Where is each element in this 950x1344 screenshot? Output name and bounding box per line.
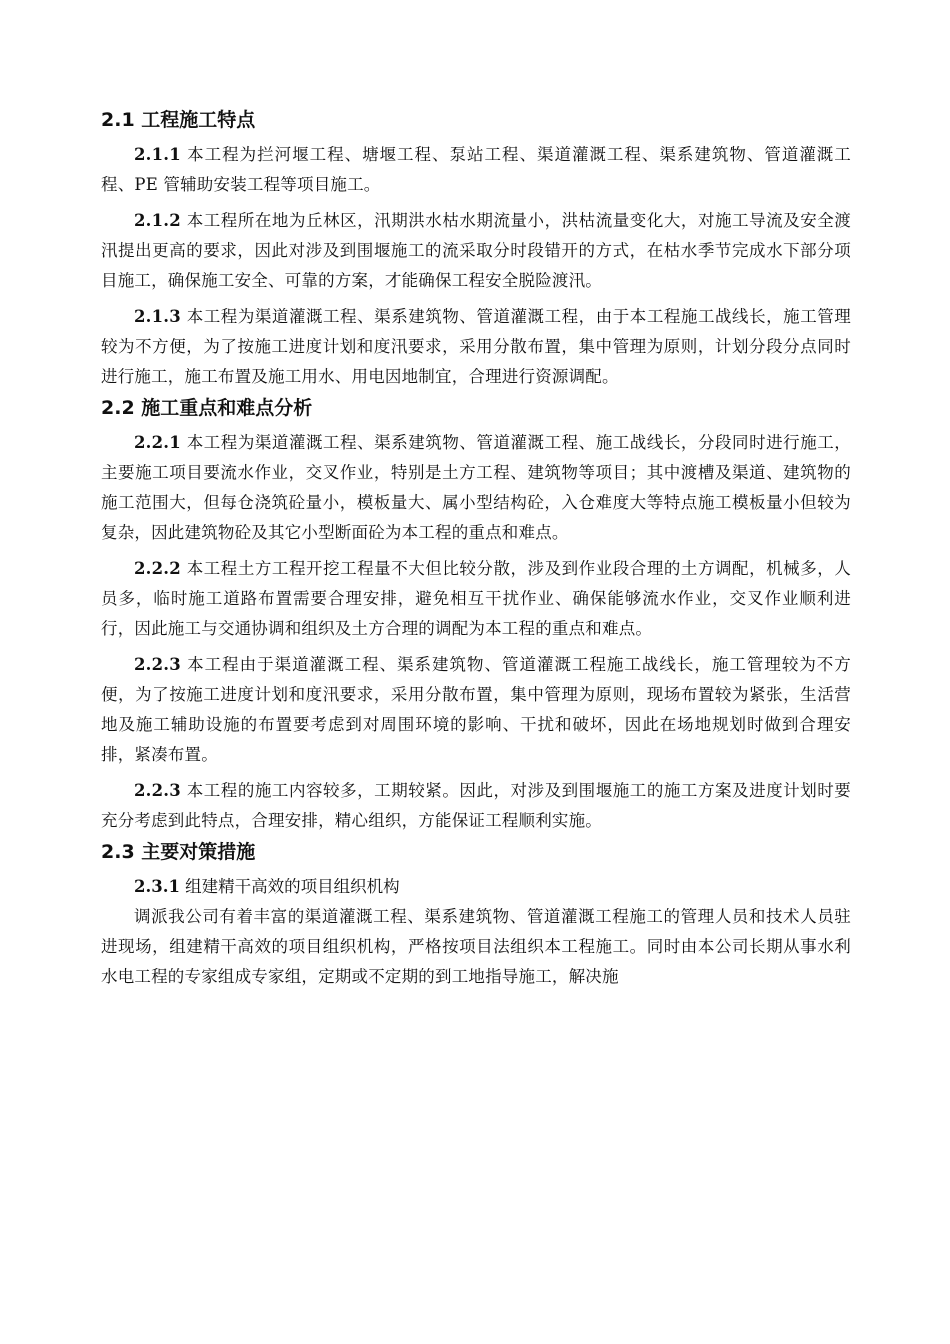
clause-number: 2.2.2 (134, 559, 181, 578)
clause-number: 2.1.1 (134, 145, 181, 164)
section-heading-2-2: 2.2 施工重点和难点分析 (101, 397, 313, 419)
paragraph-text: 本工程土方工程开挖工程量不大但比较分散，涉及到作业段合理的土方调配，机械多，人员多，临时施工道路布置需要合理安排，避免相互干扰作业、确保能够流水作业，交叉作业顺利进行，因此施工与交通协调和组织及土方合理的调配为本工程的重点和难点。 (101, 559, 851, 638)
paragraph-2-1-3 (101, 302, 851, 392)
paragraph-2-2-3b (101, 776, 851, 836)
paragraph-text: 本工程为渠道灌溉工程、渠系建筑物、管道灌溉工程、施工战线长，分段同时进行施工，主要施工项目要流水作业，交叉作业，特别是土方工程、建筑物等项目；其中渡槽及渠道、建筑物的施工范围大，但每仓浇筑砼量小，模板量大、属小型结构砼，入仓难度大等特点施工模板量小但较为复杂，因此建筑物砼及其它小型断面砼为本工程的重点和难点。 (101, 433, 851, 542)
paragraph-2-1-2 (101, 206, 851, 296)
clause-number: 2.1.3 (134, 307, 181, 326)
subheading-2-3-1 (101, 872, 851, 902)
clause-number: 2.2.3 (134, 781, 181, 800)
paragraph-text: 本工程的施工内容较多，工期较紧。因此，对涉及到围堰施工的施工方案及进度计划时要充分考虑到此特点，合理安排，精心组织，方能保证工程顺利实施。 (101, 781, 851, 830)
paragraph-text: 本工程为拦河堰工程、塘堰工程、泵站工程、渠道灌溉工程、渠系建筑物、管道灌溉工程、PE 管辅助安装工程等项目施工。 (101, 145, 851, 194)
clause-number: 2.2.1 (134, 433, 181, 452)
paragraph-text: 调派我公司有着丰富的渠道灌溉工程、渠系建筑物、管道灌溉工程施工的管理人员和技术人员驻进现场，组建精干高效的项目组织机构，严格按项目法组织本工程施工。同时由本公司长期从事水利水电工程的专家组成专家组，定期或不定期的到工地指导施工，解决施 (101, 907, 851, 986)
clause-number: 2.3.1 (134, 877, 180, 896)
paragraph-2-2-1 (101, 428, 851, 548)
paragraph-2-2-3 (101, 650, 851, 770)
section-heading-2-3: 2.3 主要对策措施 (101, 841, 256, 863)
paragraph-text: 本工程由于渠道灌溉工程、渠系建筑物、管道灌溉工程施工战线长，施工管理较为不方便，为了按施工进度计划和度汛要求，采用分散布置，集中管理为原则，现场布置较为紧张，生活营地及施工辅助设施的布置要考虑到对周围环境的影响、干扰和破坏，因此在场地规划时做到合理安排，紧凑布置。 (101, 655, 851, 764)
clause-number: 2.1.2 (134, 211, 181, 230)
clause-number: 2.2.3 (134, 655, 181, 674)
document-body (101, 104, 851, 992)
section-heading-2-1: 2.1 工程施工特点 (101, 109, 256, 131)
paragraph-2-1-1 (101, 140, 851, 200)
paragraph-text: 本工程所在地为丘林区，汛期洪水枯水期流量小，洪枯流量变化大，对施工导流及安全渡汛提出更高的要求，因此对涉及到围堰施工的流采取分时段错开的方式，在枯水季节完成水下部分项目施工，确保施工安全、可靠的方案，才能确保工程安全脱险渡汛。 (101, 211, 851, 290)
subheading-text: 组建精干高效的项目组织机构 (179, 877, 400, 896)
paragraph-2-3-1-body (101, 902, 851, 992)
paragraph-2-2-2 (101, 554, 851, 644)
paragraph-text: 本工程为渠道灌溉工程、渠系建筑物、管道灌溉工程，由于本工程施工战线长，施工管理较为不方便，为了按施工进度计划和度汛要求，采用分散布置，集中管理为原则，计划分段分点同时进行施工，施工布置及施工用水、用电因地制宜，合理进行资源调配。 (101, 307, 851, 386)
